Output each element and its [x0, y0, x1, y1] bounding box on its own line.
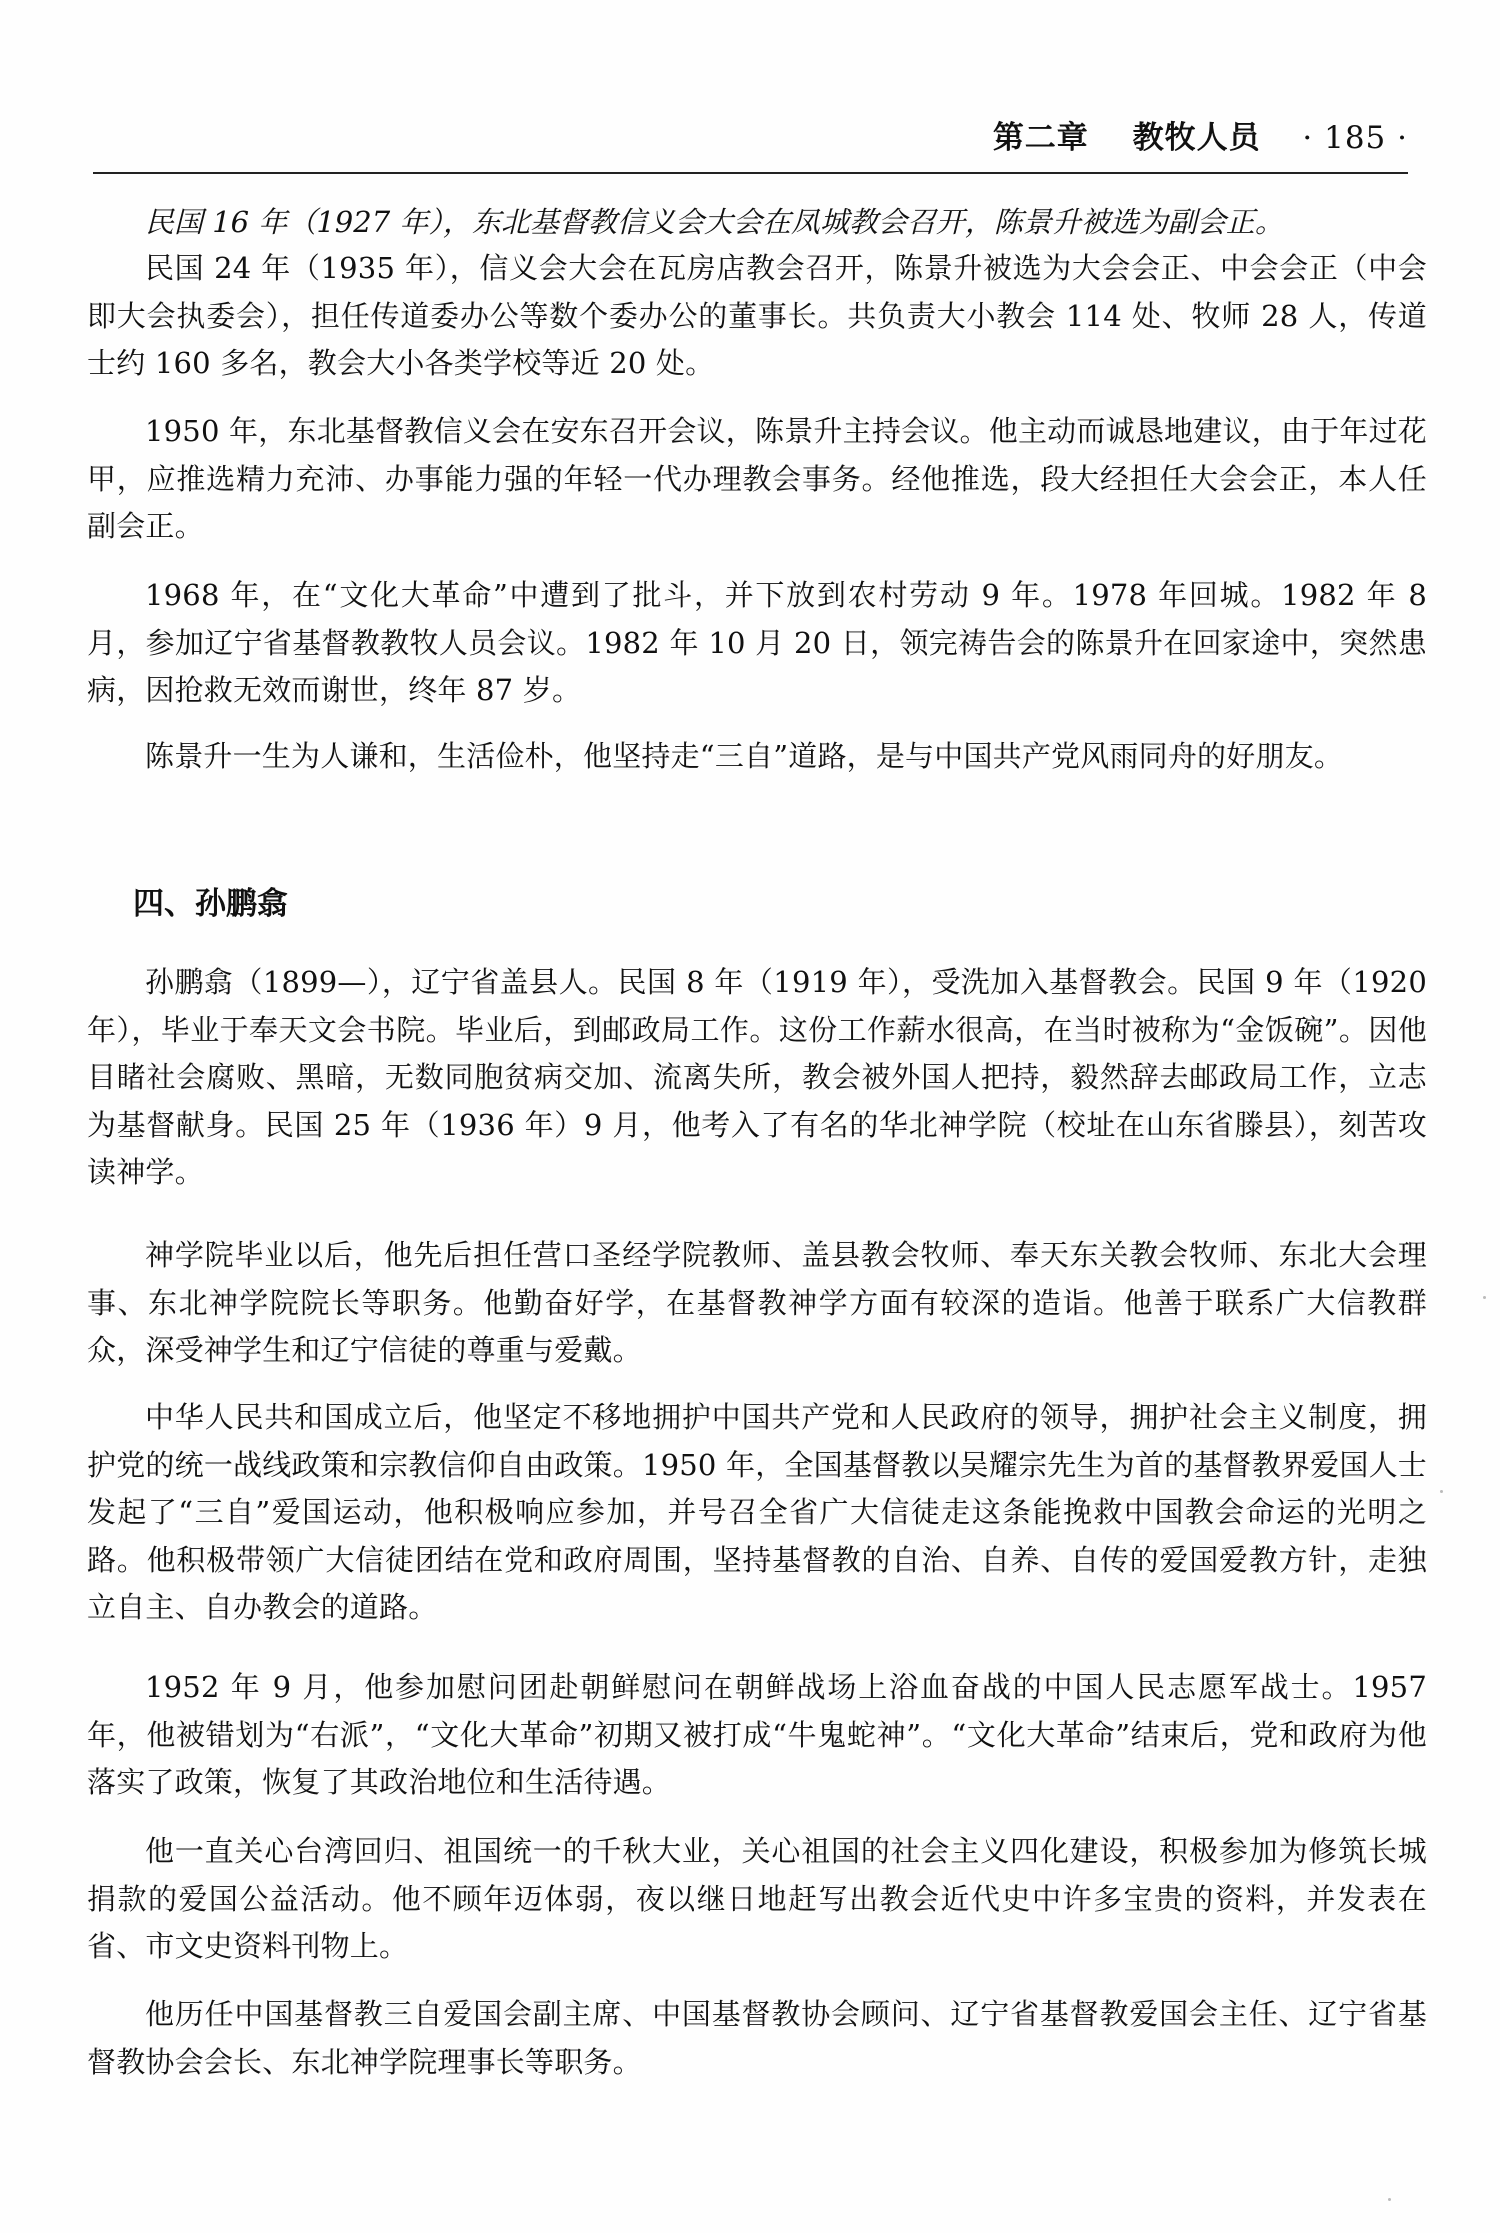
- paper-speck: [1388, 2198, 1391, 2201]
- paragraph-bio-intro: 孙鹏翕（1899—），辽宁省盖县人。民国 8 年（1919 年），受洗加入基督教会。民国 9 年（1920 年），毕业于奉天文会书院。毕业后，到邮政局工作。这份工作薪水很高，在当时被称为“金饭碗”。因他目睹社会腐败、黑暗，无数同胞贫病交加、流离失所，教会被外国人把持，毅然辞去邮政局工作，立志为基督献身。民国 25 年（1936 年）9 月，他考入了有名的华北神学院（校址在山东省滕县），刻苦攻读神学。: [87, 965, 1427, 1189]
- chapter-title: 教牧人员: [1132, 120, 1261, 156]
- paragraph-prc-era: 中华人民共和国成立后，他坚定不移地拥护中国共产党和人民政府的领导，拥护社会主义制度，拥护党的统一战线政策和宗教信仰自由政策。1950 年，全国基督教以吴耀宗先生为首的基督教界爱国人士发起了“三自”爱国运动，他积极响应参加，并号召全省广大信徒走这条能挽救中国教会命运的光明之路。他积极带领广大信徒团结在党和政府周围，坚持基督教的自治、自养、自传的爱国爱教方针，走独立自主、自办教会的道路。: [87, 1400, 1427, 1624]
- paragraph-1952: 1952 年 9 月，他参加慰问团赴朝鲜慰问在朝鲜战场上浴血奋战的中国人民志愿军战士。1957 年，他被错划为“右派”，“文化大革命”初期又被打成“牛鬼蛇神”。“文化大革命”结束后，党和政府为他落实了政策，恢复了其政治地位和生活待遇。: [87, 1670, 1427, 1799]
- paragraph-summary: 陈景升一生为人谦和，生活俭朴，他坚持走“三自”道路，是与中国共产党风雨同舟的好朋友。: [145, 739, 1344, 773]
- paragraph-1968: 1968 年，在“文化大革命”中遭到了批斗，并下放到农村劳动 9 年。1978 年回城。1982 年 8 月，参加辽宁省基督教教牧人员会议。1982 年 10 月 20 日，领完祷告会的陈景升在回家途中，突然患病，因抢救无效而谢世，终年 87 岁。: [87, 578, 1427, 707]
- paragraph-1935: 民国 24 年（1935 年），信义会大会在瓦房店教会召开，陈景升被选为大会会正、中会会正（中会即大会执委会），担任传道委办公等数个委办公的董事长。共负责大小教会 114 处、牧师 28 人，传道士约 160 多名，教会大小各类学校等近 20 处。: [87, 251, 1427, 380]
- paper-speck: [1483, 1296, 1486, 1299]
- section-title: 四、孙鹏翕: [133, 886, 288, 922]
- running-head: [993, 112, 1408, 157]
- paragraph-positions: 他历任中国基督教三自爱国会副主席、中国基督教协会顾问、辽宁省基督教爱国会主任、辽宁省基督教协会会长、东北神学院理事长等职务。: [87, 1997, 1427, 2079]
- paragraph-1950: 1950 年，东北基督教信义会在安东召开会议，陈景升主持会议。他主动而诚恳地建议，由于年过花甲，应推选精力充沛、办事能力强的年轻一代办理教会事务。经他推选，段大经担任大会会正，本人任副会正。: [87, 414, 1427, 543]
- paragraph-1927: 民国 16 年（1927 年），东北基督教信义会大会在凤城教会召开，陈景升被选为副会正。: [145, 205, 1284, 239]
- page-number: · 185 ·: [1302, 120, 1408, 156]
- chapter-label: 第二章: [992, 120, 1089, 156]
- paragraph-later-life: 他一直关心台湾回归、祖国统一的千秋大业，关心祖国的社会主义四化建设，积极参加为修筑长城捐款的爱国公益活动。他不顾年迈体弱，夜以继日地赶写出教会近代史中许多宝贵的资料，并发表在省、市文史资料刊物上。: [87, 1834, 1427, 1963]
- header-rule: [93, 172, 1408, 174]
- paper-speck: [1440, 1490, 1443, 1493]
- paragraph-career: 神学院毕业以后，他先后担任营口圣经学院教师、盖县教会牧师、奉天东关教会牧师、东北大会理事、东北神学院院长等职务。他勤奋好学，在基督教神学方面有较深的造诣。他善于联系广大信教群众，深受神学生和辽宁信徒的尊重与爱戴。: [87, 1238, 1427, 1367]
